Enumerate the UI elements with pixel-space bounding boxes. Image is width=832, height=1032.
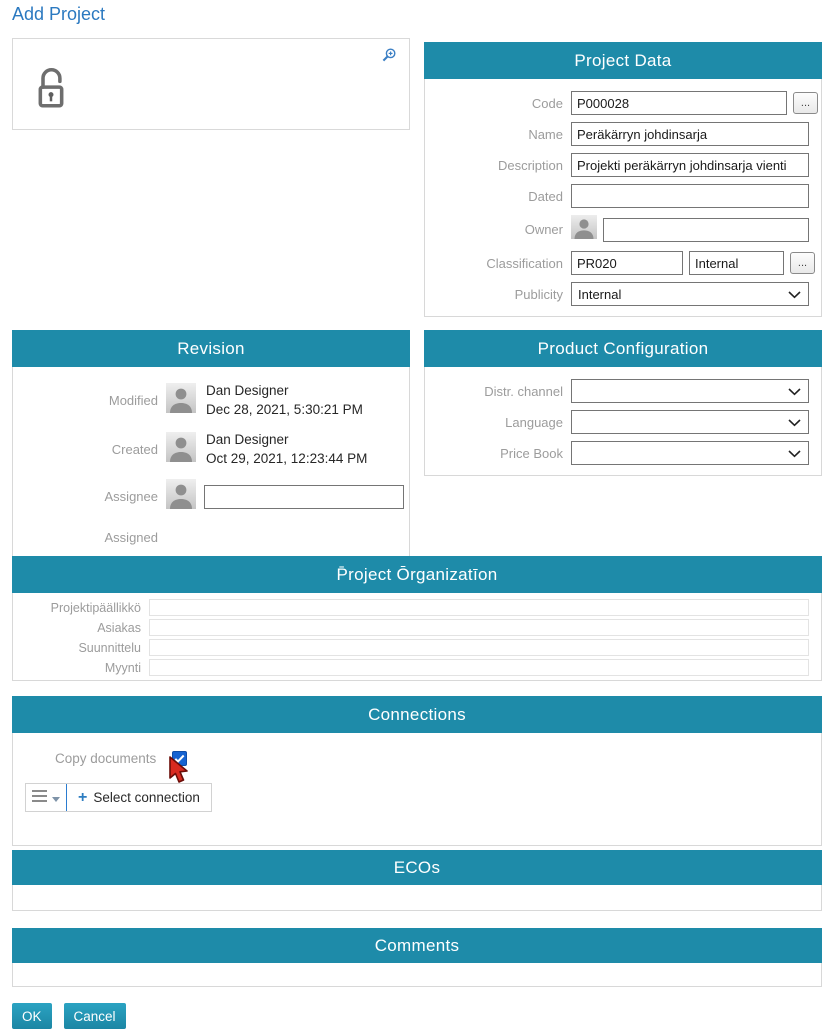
product-configuration-panel bbox=[424, 330, 822, 476]
owner-label: Owner bbox=[524, 222, 563, 237]
asiakas-row bbox=[13, 619, 821, 636]
select-connection-label: Select connection bbox=[93, 790, 200, 805]
ok-button[interactable]: OK bbox=[12, 1003, 52, 1029]
description-row bbox=[425, 153, 821, 177]
price-book-row bbox=[425, 441, 821, 465]
connections-panel bbox=[12, 696, 822, 846]
modified-label: Modified bbox=[108, 392, 158, 408]
name-label: Name bbox=[528, 126, 563, 142]
created-timestamp: Oct 29, 2021, 12:23:44 PM bbox=[206, 451, 368, 466]
created-user-name: Dan Designer bbox=[206, 432, 289, 447]
distr-channel-label: Distr. channel bbox=[484, 383, 563, 399]
comments-empty-body bbox=[12, 963, 822, 987]
publicity-selected-value: Internal bbox=[578, 286, 622, 302]
publicity-row bbox=[425, 282, 821, 306]
myynti-label: Myynti bbox=[104, 660, 141, 675]
project-data-header: Project Data bbox=[424, 42, 822, 79]
ecos-header: ECOs bbox=[12, 850, 822, 885]
hamburger-menu-icon bbox=[32, 790, 47, 805]
publicity-label: Publicity bbox=[514, 286, 563, 302]
chevron-down-icon bbox=[788, 415, 801, 430]
owner-input[interactable] bbox=[603, 218, 809, 242]
caret-down-icon bbox=[52, 790, 60, 805]
asiakas-input[interactable] bbox=[149, 619, 809, 636]
created-avatar-icon bbox=[166, 432, 196, 467]
suunnittelu-label: Suunnittelu bbox=[78, 640, 141, 655]
dated-row bbox=[425, 184, 821, 208]
modified-avatar-icon bbox=[166, 383, 196, 418]
created-row bbox=[13, 430, 409, 468]
suunnittelu-input[interactable] bbox=[149, 639, 809, 656]
asiakas-label: Asiakas bbox=[97, 620, 141, 635]
code-label: Code bbox=[531, 95, 563, 111]
classification-browse-button[interactable]: ... bbox=[790, 252, 815, 274]
revision-panel bbox=[12, 330, 410, 560]
code-browse-button[interactable]: ... bbox=[793, 92, 818, 114]
publicity-select[interactable] bbox=[571, 282, 809, 306]
projektipaallikko-label: Projektipäällikkö bbox=[50, 600, 141, 615]
page-title: Add Project bbox=[12, 4, 106, 24]
name-input[interactable] bbox=[571, 122, 809, 146]
projektipaallikko-input[interactable] bbox=[149, 599, 809, 616]
chevron-down-icon bbox=[788, 384, 801, 399]
plus-icon: + bbox=[78, 788, 88, 806]
comments-panel bbox=[12, 928, 822, 987]
select-connection-button[interactable] bbox=[67, 784, 211, 811]
created-user-info bbox=[206, 430, 367, 468]
assignee-label: Assignee bbox=[104, 489, 158, 504]
language-select[interactable] bbox=[571, 410, 809, 434]
copy-documents-label: Copy documents bbox=[55, 751, 157, 766]
dated-input[interactable] bbox=[571, 184, 809, 208]
price-book-label: Price Book bbox=[500, 445, 563, 461]
ecos-empty-body bbox=[12, 885, 822, 911]
projektipaallikko-row bbox=[13, 599, 821, 616]
description-input[interactable] bbox=[571, 153, 809, 177]
assignee-input[interactable] bbox=[204, 485, 404, 509]
description-label: Description bbox=[497, 157, 563, 173]
unlock-icon bbox=[35, 65, 67, 116]
project-organization-panel bbox=[12, 556, 822, 681]
created-label: Created bbox=[111, 441, 158, 457]
classification-row bbox=[425, 251, 821, 275]
action-buttons bbox=[12, 1003, 126, 1029]
classification-name-input[interactable] bbox=[689, 251, 784, 275]
connections-menu-button[interactable] bbox=[26, 784, 66, 811]
distr-channel-select[interactable] bbox=[571, 379, 809, 403]
myynti-input[interactable] bbox=[149, 659, 809, 676]
project-organization-header: P̄roject Ōrganizatīon bbox=[12, 556, 822, 593]
myynti-row bbox=[13, 659, 821, 676]
modified-user-name: Dan Designer bbox=[206, 383, 289, 398]
project-data-panel bbox=[424, 42, 822, 317]
owner-row bbox=[425, 215, 821, 244]
chevron-down-icon bbox=[788, 287, 801, 302]
connections-toolbar bbox=[25, 783, 212, 812]
distr-channel-row bbox=[425, 379, 821, 403]
ecos-panel bbox=[12, 850, 822, 911]
comments-header: Comments bbox=[12, 928, 822, 963]
classification-code-input[interactable] bbox=[571, 251, 683, 275]
modified-row bbox=[13, 381, 409, 419]
price-book-select[interactable] bbox=[571, 441, 809, 465]
cancel-button[interactable]: Cancel bbox=[64, 1003, 126, 1029]
suunnittelu-row bbox=[13, 639, 821, 656]
code-input[interactable] bbox=[571, 91, 787, 115]
project-thumbnail-box bbox=[12, 38, 410, 130]
modified-user-info bbox=[206, 381, 363, 419]
assigned-row bbox=[13, 525, 409, 549]
product-configuration-header: Product Configuration bbox=[424, 330, 822, 367]
modified-timestamp: Dec 28, 2021, 5:30:21 PM bbox=[206, 402, 363, 417]
copy-documents-checkbox[interactable] bbox=[172, 751, 187, 766]
assignee-row bbox=[13, 479, 409, 514]
classification-label: Classification bbox=[486, 255, 563, 271]
owner-avatar-icon bbox=[571, 215, 597, 244]
assignee-avatar-icon bbox=[166, 479, 196, 514]
dated-label: Dated bbox=[528, 188, 563, 204]
copy-documents-row bbox=[13, 733, 821, 766]
name-row bbox=[425, 122, 821, 146]
zoom-preview-icon[interactable] bbox=[381, 47, 397, 63]
language-label: Language bbox=[505, 414, 563, 430]
assigned-label: Assigned bbox=[104, 529, 158, 545]
connections-header: Connections bbox=[12, 696, 822, 733]
chevron-down-icon bbox=[788, 446, 801, 461]
language-row bbox=[425, 410, 821, 434]
code-row bbox=[425, 91, 821, 115]
revision-header: Revision bbox=[12, 330, 410, 367]
